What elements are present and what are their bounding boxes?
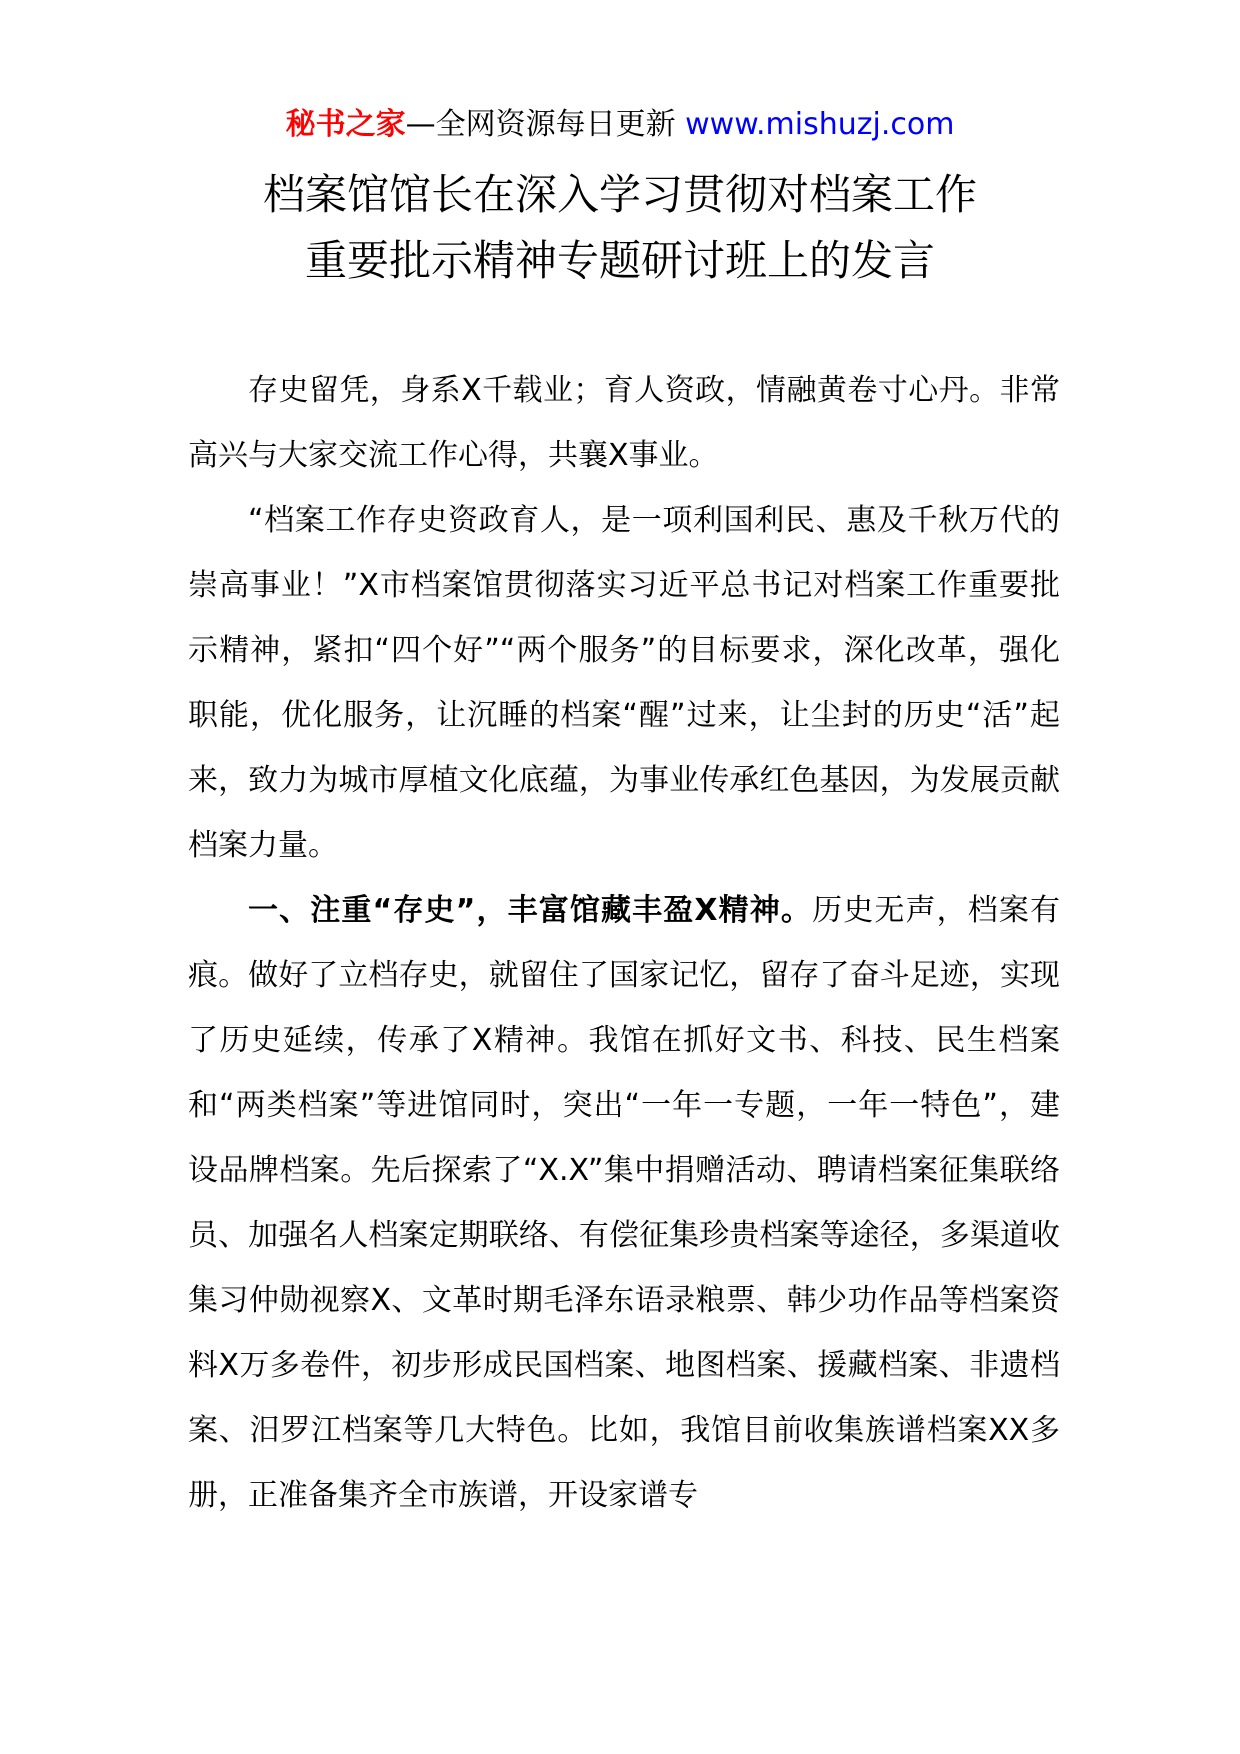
paragraph-2-text: “档案工作存史资政育人，是一项利国利民、惠及千秋万代的崇高事业！”X市档案馆贯彻落实习近平总书记对档案工作重要批示精神，紧扣“四个好”“两个服务”的目标要求，深化改革，强化职能，优化服务，让沉睡的档案“醒”过来，让尘封的历史“活”起来，致力为城市厚植文化底蕴，为事业传承红色基因，为发展贡献档案力量。 (188, 503, 1060, 863)
site-url-link[interactable]: www.mishuzj.com (685, 107, 955, 142)
site-slogan: —全网资源每日更新 (405, 107, 676, 142)
document-title (0, 162, 1240, 294)
paragraph-3 (188, 878, 1060, 1528)
title-line-1: 档案馆馆长在深入学习贯彻对档案工作 (262, 170, 977, 219)
paragraph-1-text: 存史留凭，身系X千载业；育人资政，情融黄卷寸心丹。非常高兴与大家交流工作心得，共襄X事业。 (188, 373, 1060, 473)
site-header (0, 100, 1240, 150)
paragraph-1 (188, 358, 1060, 488)
title-line-2: 重要批示精神专题研讨班上的发言 (304, 236, 935, 285)
paragraph-3-text: 历史无声，档案有痕。做好了立档存史，就留住了国家记忆，留存了奋斗足迹，实现了历史延续，传承了X精神。我馆在抓好文书、科技、民生档案和“两类档案”等进馆同时，突出“一年一专题，一年一特色”，建设品牌档案。先后探索了“X.X”集中捐赠活动、聘请档案征集联络员、加强名人档案定期联络、有偿征集珍贵档案等途径，多渠道收集习仲勋视察X、文革时期毛泽东语录粮票、韩少功作品等档案资料X万多卷件，初步形成民国档案、地图档案、援藏档案、非遗档案、汨罗江档案等几大特色。比如，我馆目前收集族谱档案XX多册，正准备集齐全市族谱，开设家谱专 (188, 893, 1060, 1513)
site-brand: 秘书之家 (285, 107, 406, 142)
paragraph-2 (188, 488, 1060, 878)
section-heading: 一、注重“存史”，丰富馆藏丰盈X精神。 (248, 893, 813, 928)
document-body (188, 358, 1060, 1528)
